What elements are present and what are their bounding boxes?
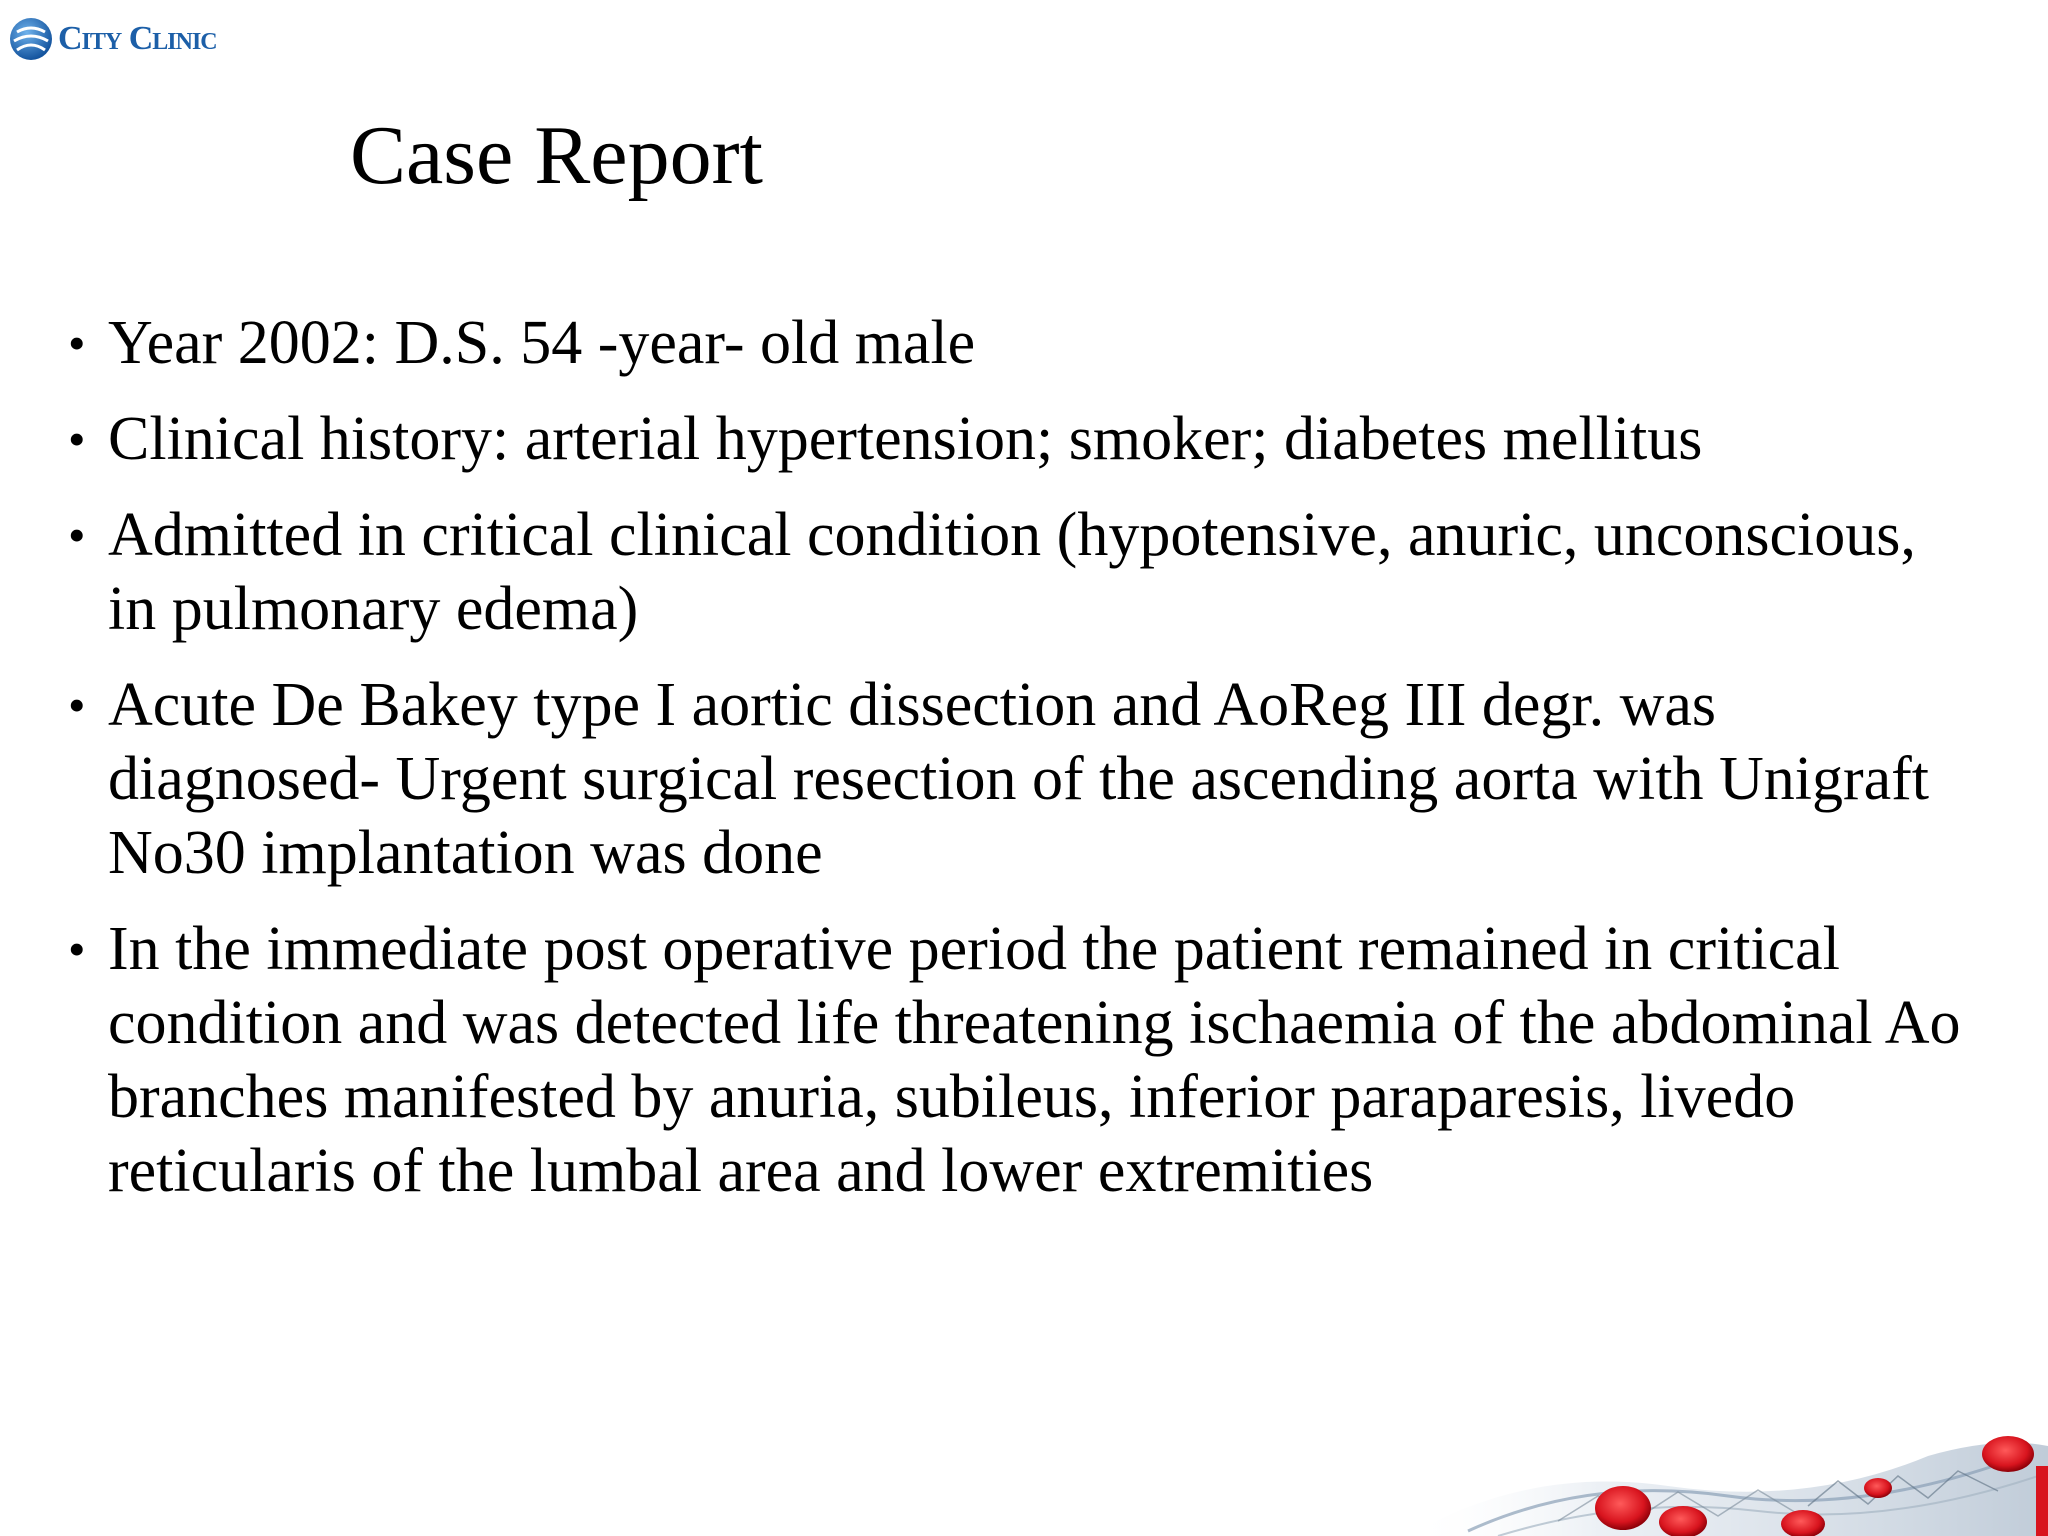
globe-logo-icon	[8, 16, 54, 62]
blood-cells-decoration-icon	[1408, 1426, 2048, 1536]
bullet-item	[68, 668, 1968, 890]
bullet-dot: •	[68, 411, 86, 467]
bullet-item	[68, 498, 1968, 646]
bullet-text: Clinical history: arterial hypertension; smoker; diabetes mellitus	[108, 405, 1703, 473]
bullet-item	[68, 402, 1968, 476]
bullet-text: Admitted in critical clinical condition (hypotensive, anuric, unconscious, in pulmonary edema)	[108, 501, 1916, 643]
bullet-item	[68, 306, 1968, 380]
logo-text: City Clinic	[58, 20, 217, 57]
bullet-dot: •	[68, 315, 86, 371]
bullet-dot: •	[68, 921, 86, 977]
bullet-dot: •	[68, 507, 86, 563]
clinic-logo	[8, 14, 217, 64]
bullet-text: Year 2002: D.S. 54 -year- old male	[108, 309, 976, 377]
bullet-text: Acute De Bakey type I aortic dissection and AoReg III degr. was diagnosed- Urgent surgical resection of the ascending aorta with Unigraft No30 implantation was done	[108, 671, 1929, 887]
slide-title: Case Report	[350, 109, 763, 202]
bullet-text: In the immediate post operative period the patient remained in critical condition and was detected life threatening ischaemia of the abdominal Ao branches manifested by anuria, subileus, inferior paraparesis, livedo reticularis of the lumbal area and lower extremities	[108, 915, 1961, 1205]
bullet-dot: •	[68, 677, 86, 733]
bullet-list	[68, 306, 1968, 1230]
bullet-item	[68, 912, 1968, 1208]
